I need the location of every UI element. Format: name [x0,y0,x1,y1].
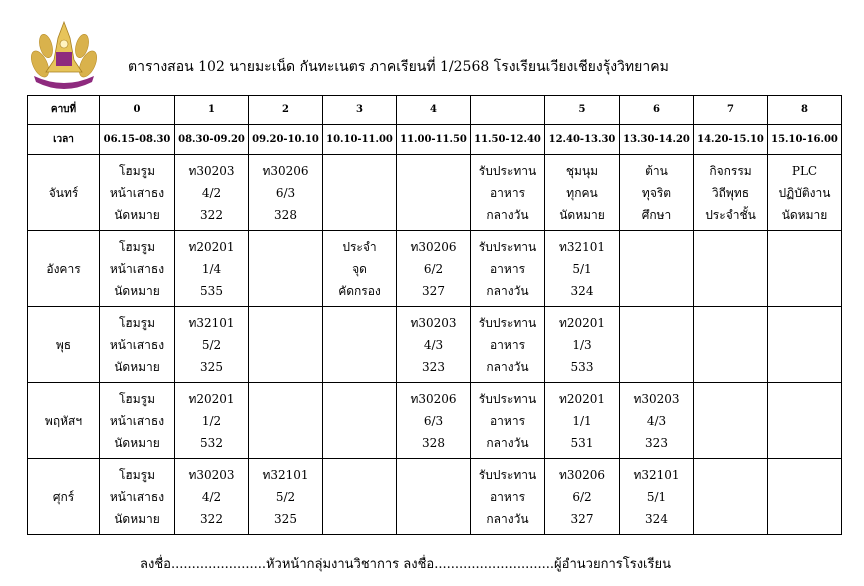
timetable-cell-empty [620,231,694,307]
cell-line: นัดหมาย [114,207,160,222]
cell-line: วิถีพุทธ [711,185,750,200]
timetable-cell-empty [768,459,842,535]
time-cell: 12.40-13.30 [545,125,620,155]
day-row-friday [28,459,842,535]
time-cell: 15.10-16.00 [768,125,842,155]
day-row-thursday [28,383,842,459]
timetable-cell [471,459,545,535]
cell-line: อาหาร [489,261,526,276]
cell-line: 323 [422,359,445,374]
cell-line: ต้าน [645,163,668,178]
cell-line: 322 [200,207,223,222]
cell-line: 531 [570,435,594,450]
cell-line: อาหาร [489,489,526,504]
cell-line: 533 [570,359,594,374]
time-cell: 11.50-12.40 [471,125,545,155]
cell-line: 1/4 [201,261,222,276]
cell-line: ประจำชั้น [705,207,756,222]
time-cell: 09.20-10.10 [249,125,323,155]
cell-line: 4/2 [201,185,222,200]
timetable-cell [620,383,694,459]
timetable-cell [471,231,545,307]
timetable-cell [768,155,842,231]
time-cell: 11.00-11.50 [397,125,471,155]
cell-line: 5/2 [201,337,222,352]
cell-line: ชุมนุม [565,163,599,178]
timetable-cell [397,231,471,307]
timetable-cell [397,307,471,383]
cell-line: 323 [645,435,668,450]
cell-line: 327 [570,511,594,526]
day-row-monday [28,155,842,231]
cell-line: โฮมรูม [118,239,156,254]
cell-line: นัดหมาย [114,359,160,374]
timetable [27,95,842,535]
timetable-cell-empty [694,307,768,383]
cell-line: หน้าเสาธง [109,413,165,428]
time-cell: 13.30-14.20 [620,125,694,155]
cell-line: 1/1 [572,413,592,428]
timetable-cell-empty [694,459,768,535]
timetable-cell [545,231,620,307]
timetable-cell [323,231,397,307]
timetable-cell [545,459,620,535]
cell-line: คัดกรอง [338,283,381,298]
timetable-cell [100,231,175,307]
cell-line: ท30206 [410,239,457,254]
day-row-wednesday [28,307,842,383]
period-cell: 7 [694,96,768,125]
period-cell: 4 [397,96,471,125]
day-row-tuesday [28,231,842,307]
cell-line: อาหาร [489,185,526,200]
time-label: เวลา [28,125,100,155]
cell-line: 5/2 [275,489,296,504]
period-cell: 2 [249,96,323,125]
cell-line: กิจกรรม [709,163,752,178]
timetable-cell [249,155,323,231]
cell-line: ศึกษา [641,207,672,222]
cell-line: อาหาร [489,337,526,352]
cell-line: จุด [352,261,367,276]
timetable-cell [100,307,175,383]
timetable-cell [249,459,323,535]
cell-line: รับประทาน [478,391,537,406]
cell-line: 324 [645,511,668,526]
cell-line: นัดหมาย [781,207,828,222]
cell-line: ท20201 [188,239,235,254]
timetable-cell [100,459,175,535]
timetable-cell-empty [323,459,397,535]
timetable-cell-empty [397,155,471,231]
period-cell: 1 [175,96,249,125]
day-name: พฤหัสฯ [28,383,100,459]
day-name: พุธ [28,307,100,383]
cell-line: 535 [200,283,223,298]
cell-line: โฮมรูม [118,467,156,482]
cell-line: ท32101 [188,315,235,330]
cell-line: ท30206 [262,163,309,178]
cell-line: รับประทาน [478,163,537,178]
cell-line: 6/2 [572,489,592,504]
cell-line: ทุกคน [566,185,598,200]
timetable-cell [175,231,249,307]
cell-line: กลางวัน [486,207,529,222]
day-name: ศุกร์ [28,459,100,535]
timetable-cell [471,383,545,459]
timetable-cell [545,383,620,459]
cell-line: 6/3 [275,185,296,200]
cell-line: ท30203 [410,315,457,330]
cell-line: กลางวัน [486,435,529,450]
cell-line: หน้าเสาธง [109,337,165,352]
period-cell: 3 [323,96,397,125]
timetable-cell-empty [249,307,323,383]
period-cell: 6 [620,96,694,125]
period-cell: 5 [545,96,620,125]
cell-line: 5/1 [572,261,592,276]
timetable-cell-empty [249,231,323,307]
cell-line: นัดหมาย [114,511,160,526]
cell-line: ปฏิบัติงาน [778,185,831,200]
cell-line: 324 [570,283,594,298]
timetable-cell-empty [620,307,694,383]
time-cell: 10.10-11.00 [323,125,397,155]
timetable-cell-empty [768,383,842,459]
cell-line: ท30203 [188,163,235,178]
timetable-cell-empty [323,307,397,383]
timetable-cell-empty [323,383,397,459]
cell-line: ท20201 [558,315,606,330]
cell-line: กลางวัน [486,283,529,298]
cell-line: 1/3 [572,337,592,352]
timetable-cell [175,307,249,383]
period-row [28,96,842,125]
cell-line: ท30203 [188,467,235,482]
cell-line: 1/2 [201,413,222,428]
page-title: ตารางสอน 102 นายมะเน็ด กันทะเนตร ภาคเรียนที่ 1/2568 โรงเรียนเวียงเชียงรุ้งวิทยาคม [128,59,669,75]
cell-line: โฮมรูม [118,163,156,178]
school-logo [26,18,102,92]
day-name: จันทร์ [28,155,100,231]
cell-line: 325 [200,359,223,374]
cell-line: PLC [791,163,818,178]
cell-line: 325 [274,511,297,526]
cell-line: รับประทาน [478,467,537,482]
timetable-cell [620,155,694,231]
timetable-cell [100,155,175,231]
timetable-cell [620,459,694,535]
timetable-cell [545,307,620,383]
time-row [28,125,842,155]
timetable-cell [694,155,768,231]
cell-line: หน้าเสาธง [109,261,165,276]
cell-line: 4/3 [646,413,667,428]
cell-line: 5/1 [646,489,667,504]
timetable-cell-empty [694,231,768,307]
cell-line: ประจำ [342,239,377,254]
cell-line: ทุจริต [641,185,672,200]
cell-line: 322 [200,511,223,526]
timetable-cell [545,155,620,231]
cell-line: โฮมรูม [118,391,156,406]
period-label: คาบที่ [28,96,100,125]
cell-line: 532 [200,435,223,450]
timetable-cell [100,383,175,459]
period-cell [471,96,545,125]
timetable-cell-empty [768,231,842,307]
cell-line: 6/2 [423,261,444,276]
cell-line: หน้าเสาธง [109,489,165,504]
cell-line: 328 [274,207,297,222]
cell-line: รับประทาน [478,315,537,330]
cell-line: 327 [422,283,445,298]
cell-line: ท20201 [188,391,235,406]
cell-line: รับประทาน [478,239,537,254]
cell-line: กลางวัน [486,511,529,526]
timetable-cell [175,383,249,459]
cell-line: 4/2 [201,489,222,504]
cell-line: นัดหมาย [114,283,160,298]
timetable-cell-empty [323,155,397,231]
cell-line: ท32101 [633,467,680,482]
day-name: อังคาร [28,231,100,307]
cell-line: 6/3 [423,413,444,428]
cell-line: นัดหมาย [114,435,160,450]
time-cell: 14.20-15.10 [694,125,768,155]
cell-line: ท30206 [558,467,606,482]
cell-line: ท32101 [262,467,309,482]
signature-footer: ลงชื่อ.......................หัวหน้ากลุ่มงานวิชาการ ลงชื่อ.............................ผู้อำนวยการโรงเรียน [140,557,671,572]
cell-line: ท20201 [558,391,606,406]
cell-line: 4/3 [423,337,444,352]
cell-line: ท30206 [410,391,457,406]
time-cell: 08.30-09.20 [175,125,249,155]
cell-line: โฮมรูม [118,315,156,330]
cell-line: หน้าเสาธง [109,185,165,200]
cell-line: ท32101 [558,239,606,254]
cell-line: นัดหมาย [559,207,605,222]
cell-line: 328 [422,435,445,450]
timetable-cell [471,307,545,383]
cell-line: กลางวัน [486,359,529,374]
cell-line: อาหาร [489,413,526,428]
cell-line: ท30203 [633,391,680,406]
time-cell: 06.15-08.30 [100,125,175,155]
timetable-cell [175,155,249,231]
timetable-cell-empty [694,383,768,459]
timetable-cell [471,155,545,231]
timetable-cell [175,459,249,535]
timetable-cell-empty [768,307,842,383]
timetable-cell-empty [397,459,471,535]
timetable-cell-empty [249,383,323,459]
period-cell: 8 [768,96,842,125]
period-cell: 0 [100,96,175,125]
timetable-cell [397,383,471,459]
